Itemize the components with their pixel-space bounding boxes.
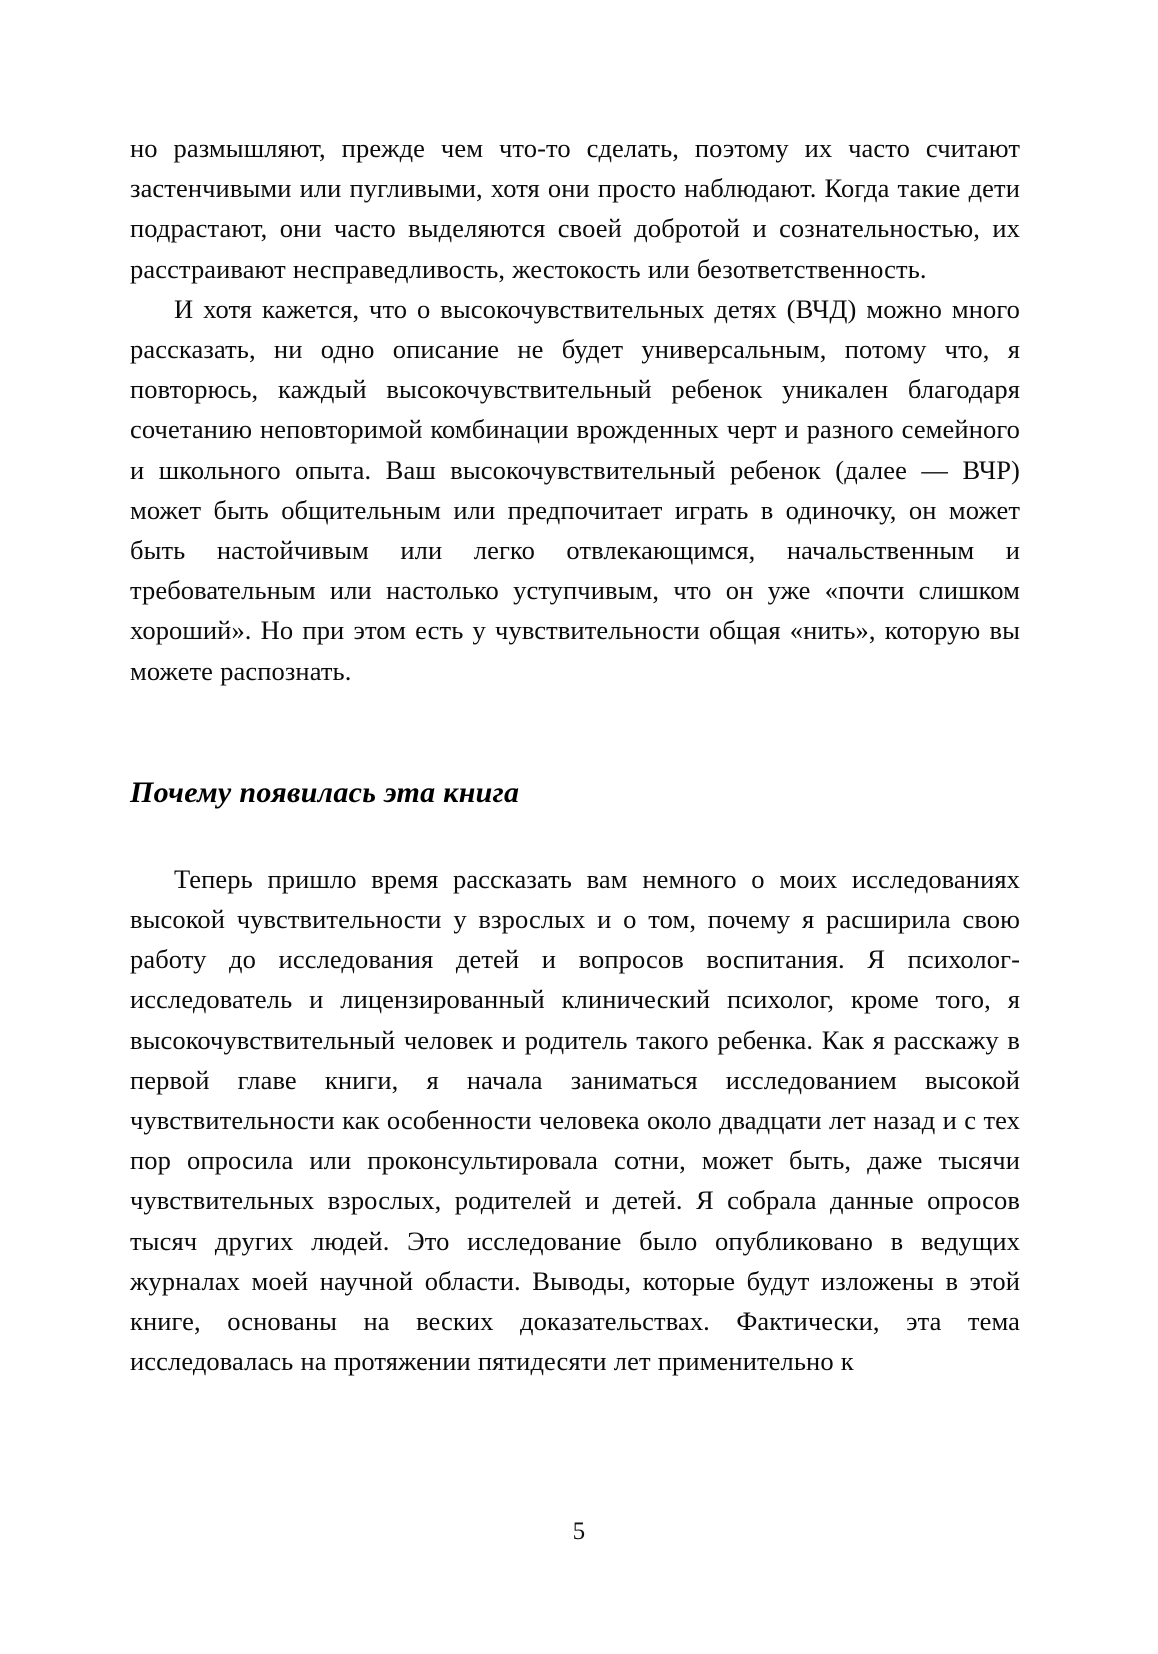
paragraph-about-hsc: И хотя кажется, что о высокочувствительных детях (ВЧД) можно много рассказать, ни одно описание не будет универсальным, потому что, я повторюсь, каждый высокочувствительный ребенок уникален благодаря сочетанию неповторимой комбинации врожденных черт и разного семейного и школьного опыта. Ваш высокочувствительный ребенок (далее — ВЧР) может быть общительным или предпочитает играть в одиночку, он может быть настойчивым или легко отвлекающимся, начальственным и требовательным или настолько уступчивым, что он уже «почти слишком хороший». Но при этом есть у чувствительности общая «нить», которую вы можете распознать.	[130, 293, 1020, 686]
paragraph-continuation: но размышляют, прежде чем что-то сделать, поэтому их часто считают застенчивыми или пугливыми, хотя они просто наблюдают. Когда такие дети подрастают, они часто выделяются своей добротой и сознательностью, их расстраивают несправедливость, жестокость или безответственность.	[130, 133, 1020, 284]
section-heading-why-this-book: Почему появилась эта книга	[130, 775, 520, 809]
page-text-column	[130, 128, 1020, 1381]
page-number: 5	[572, 1518, 586, 1545]
heading-spacer-below	[130, 813, 1020, 859]
paragraph-author-research: Теперь пришло время рассказать вам немного о моих исследованиях высокой чувствительности у взрослых и о том, почему я расширила свою работу до исследования детей и вопросов воспитания. Я психолог-исследователь и лицензированный клинический психолог, кроме того, я высокочувствительный человек и родитель такого ребенка. Как я расскажу в первой главе книги, я начала заниматься исследованием высокой чувствительности как особенности человека около двадцати лет назад и с тех пор опросила или проконсультировала сотни, может быть, даже тысячи чувствительных взрослых, родителей и детей. Я собрала данные опросов тысяч других людей. Это исследование было опубликовано в ведущих журналах моей научной области. Выводы, которые будут изложены в этой книге, основаны на веских доказательствах. Фактически, эта тема исследовалась на протяжении пятидесяти лет применительно к	[130, 863, 1020, 1377]
heading-spacer-above	[130, 691, 1020, 773]
